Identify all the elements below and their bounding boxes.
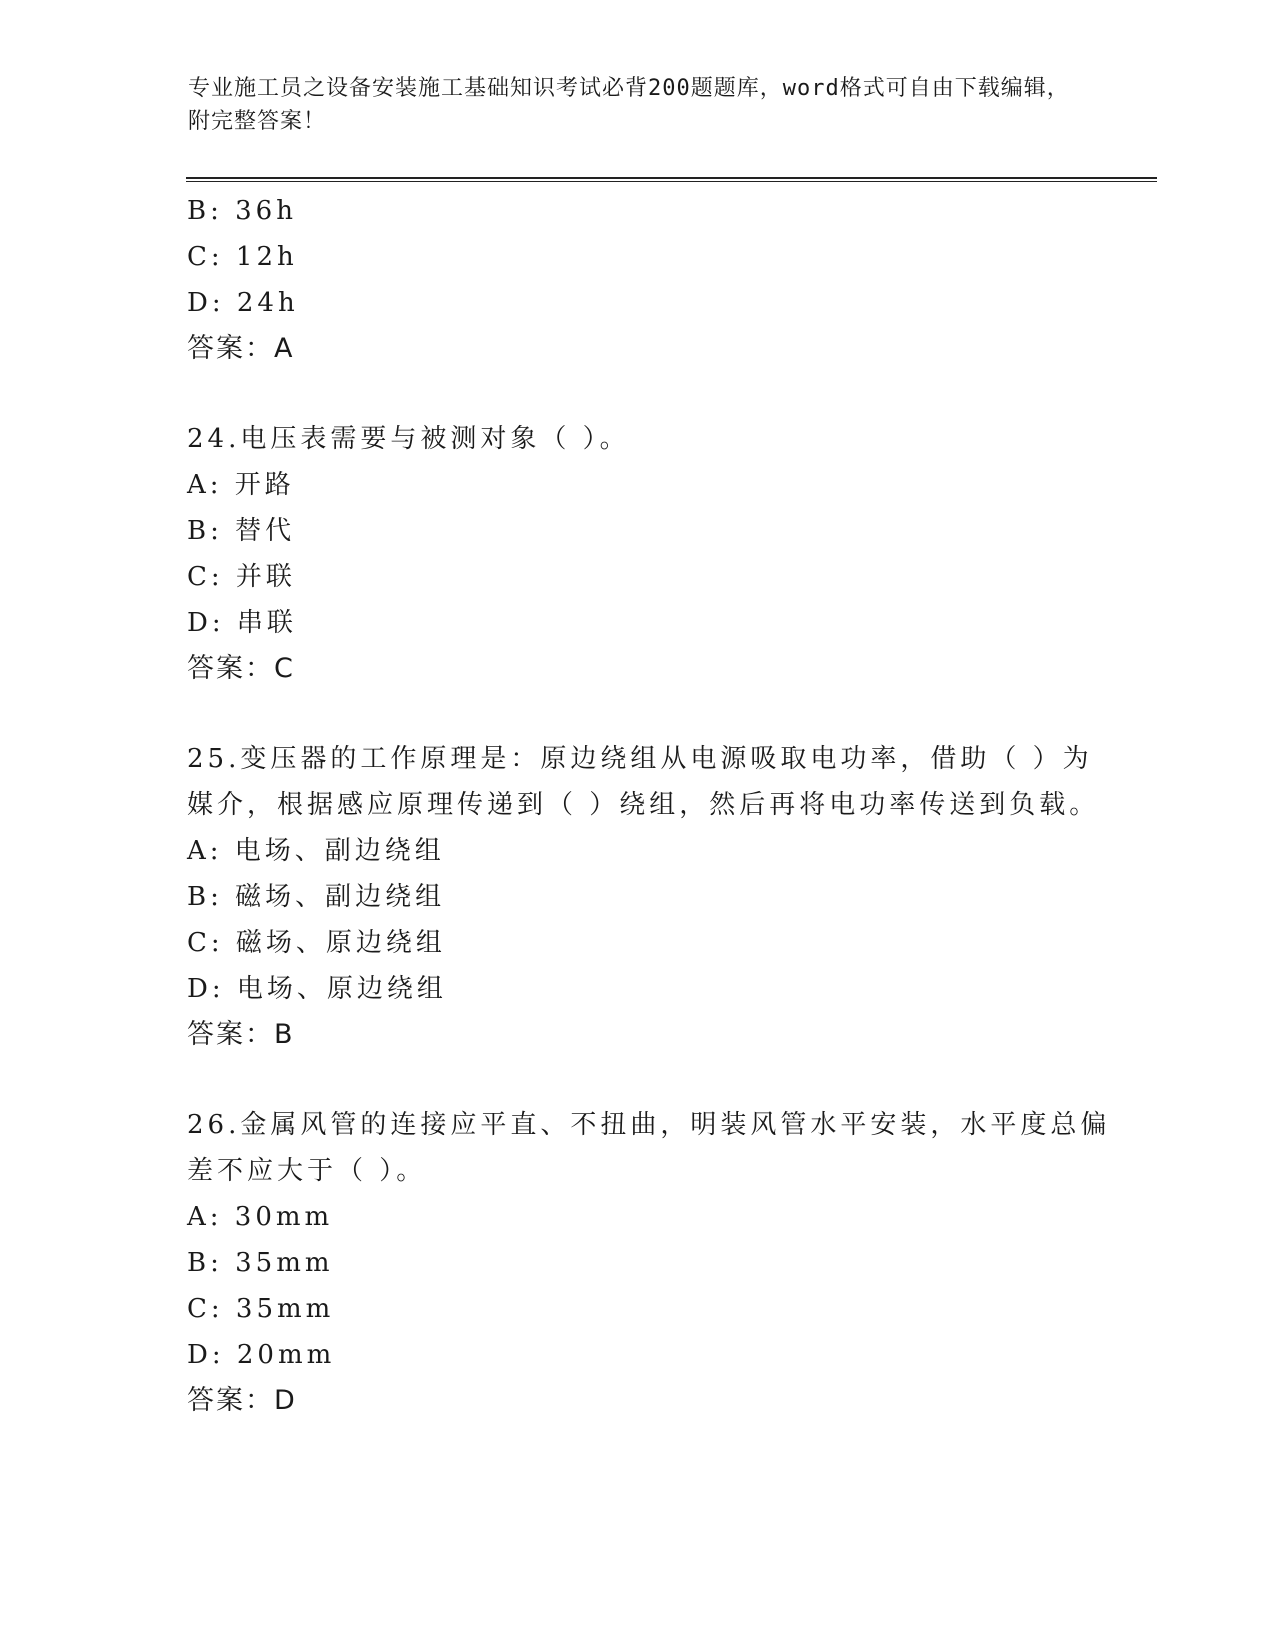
answer-line: 答案：B [187,1019,295,1050]
option-a: A: 30mm [187,1202,334,1232]
option-d: D: 串联 [187,608,297,638]
option-c: C: 磁场、原边绕组 [187,928,446,958]
question-stem: 24.电压表需要与被测对象（ ）。 [187,424,630,454]
option-a: A: 开路 [187,470,295,500]
option-b: B: 35mm [187,1248,334,1278]
spacer [187,692,1087,736]
option-d: D: 电场、原边绕组 [187,974,447,1004]
question-stem-line-2: 媒介，根据感应原理传递到（ ）绕组，然后再将电功率传送到负载。 [187,790,1100,820]
question-24 [187,416,1087,692]
answer-line: 答案：D [187,1385,297,1416]
spacer [187,372,1087,416]
question-stem-line-1: 26.金属风管的连接应平直、不扭曲，明装风管水平安装，水平度总偏 [187,1110,1111,1140]
question-25 [187,736,1100,1058]
question-26 [187,1102,1111,1424]
spacer [187,1058,1087,1102]
answer-line: 答案：A [187,333,295,364]
option-c: C: 35mm [187,1294,335,1324]
option-d: D: 20mm [187,1340,336,1370]
option-c: C: 12h [187,242,298,272]
question-list [187,188,1111,1424]
option-d: D: 24h [187,288,299,318]
option-b: B: 36h [187,196,297,226]
answer-line: 答案：C [187,653,295,684]
option-b: B: 磁场、副边绕组 [187,882,446,912]
option-a: A: 电场、副边绕组 [187,836,445,866]
question-continued [187,188,1087,372]
option-c: C: 并联 [187,562,296,592]
question-stem-line-2: 差不应大于（ ）。 [187,1156,427,1186]
header-divider [186,177,1157,182]
option-b: B: 替代 [187,516,296,546]
document-header: 专业施工员之设备安装施工基础知识考试必背200题题库，word格式可自由下载编辑，附完整答案！ [188,76,1070,134]
question-stem-line-1: 25.变压器的工作原理是：原边绕组从电源吸取电功率，借助（ ）为 [187,744,1093,774]
